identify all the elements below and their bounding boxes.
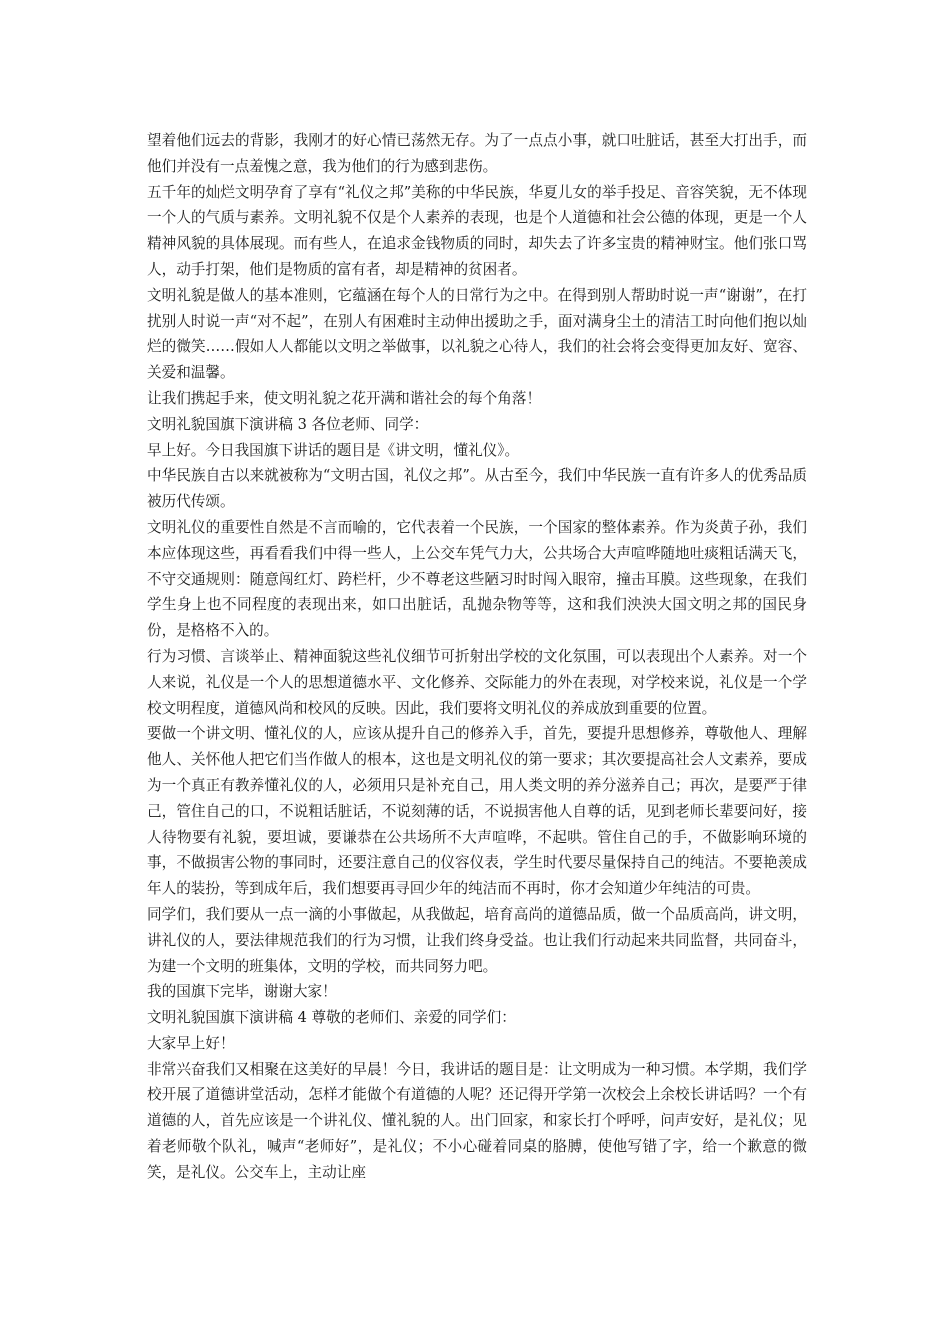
paragraph: 非常兴奋我们又相聚在这美好的早晨！今日，我讲话的题目是：让文明成为一种习惯。本学期，我们学校开展了道德讲堂活动，怎样才能做个有道德的人呢？还记得开学第一次校会上余校长讲话吗？一个有道德的人，首先应该是一个讲礼仪、懂礼貌的人。出门回家，和家长打个呼呼，问声安好，是礼仪；见着老师敬个队礼，喊声“老师好”，是礼仪；不小心碰着同桌的胳膊，使他写错了字，给一个歉意的微笑，是礼仪。公交车上，主动让座 [147, 1060, 807, 1181]
paragraph: 望着他们远去的背影，我刚才的好心情已荡然无存。为了一点点小事，就口吐脏话，甚至大打出手，而他们并没有一点羞愧之意，我为他们的行为感到悲伤。 [147, 132, 807, 175]
paragraph: 早上好。今日我国旗下讲话的题目是《讲文明，懂礼仪》。 [147, 441, 520, 459]
paragraph: 行为习惯、言谈举止、精神面貌这些礼仪细节可折射出学校的文化氛围，可以表现出个人素养。对一个人来说，礼仪是一个人的思想道德水平、文化修养、交际能力的外在表现，对学校来说，礼仪是一个学校文明程度，道德风尚和校风的反映。因此，我们要将文明礼仪的养成放到重要的位置。 [147, 647, 807, 717]
paragraph: 要做一个讲文明、懂礼仪的人，应该从提升自己的修养入手，首先，要提升思想修养，尊敬他人、理解他人、关怀他人把它们当作做人的根本，这也是文明礼仪的第一要求；其次要提高社会人文素养，要成为一个真正有教养懂礼仪的人，必须用只是补充自己，用人类文明的养分滋养自己；再次，是要严于律己，管住自己的口，不说粗话脏话，不说刻薄的话，不说损害他人自尊的话，见到老师长辈要问好，接人待物要有礼貌，要坦诚，要谦恭在公共场所不大声喧哗，不起哄。管住自己的手，不做影响环境的事，不做损害公物的事同时，还要注意自己的仪容仪表，学生时代要尽量保持自己的纯洁。不要艳羡成年人的装扮，等到成年后，我们想要再寻回少年的纯洁而不再时，你才会知道少年纯洁的可贵。 [147, 725, 807, 898]
document-body [147, 128, 807, 1186]
paragraph: 大家早上好！ [147, 1034, 235, 1052]
paragraph: 让我们携起手来，使文明礼貌之花开满和谐社会的每个角落！ [147, 389, 542, 407]
paragraph: 文明礼仪的重要性自然是不言而喻的，它代表着一个民族，一个国家的整体素养。作为炎黄子孙，我们本应体现这些，再看看我们中得一些人，上公交车凭气力大，公共场合大声喧哗随地吐痰粗话满天飞，不守交通规则：随意闯红灯、跨栏杆，少不尊老这些陋习时时闯入眼帘，撞击耳膜。这些现象，在我们学生身上也不同程度的表现出来，如口出脏话，乱抛杂物等等，这和我们泱泱大国文明之邦的国民身份，是格格不入的。 [147, 518, 807, 640]
paragraph: 五千年的灿烂文明孕育了享有“礼仪之邦”美称的中华民族，华夏儿女的举手投足、音容笑貌，无不体现一个人的气质与素养。文明礼貌不仅是个人素养的表现，也是个人道德和社会公德的体现，更是一个人精神风貌的具体展现。而有些人，在追求金钱物质的同时，却失去了许多宝贵的精神财宝。他们张口骂人，动手打架，他们是物质的富有者，却是精神的贫困者。 [147, 183, 807, 278]
paragraph: 同学们，我们要从一点一滴的小事做起，从我做起，培育高尚的道德品质，做一个品质高尚，讲文明，讲礼仪的人，要法律规范我们的行为习惯，让我们终身受益。也让我们行动起来共同监督，共同奋斗，为建一个文明的班集体，文明的学校，而共同努力吧。 [147, 905, 807, 975]
section-heading: 文明礼貌国旗下演讲稿 3 各位老师、同学： [147, 415, 429, 433]
paragraph: 我的国旗下完毕，谢谢大家！ [147, 983, 337, 1001]
section-heading: 文明礼貌国旗下演讲稿 4 尊敬的老师们、亲爱的同学们： [147, 1009, 516, 1027]
paragraph: 中华民族自古以来就被称为“文明古国，礼仪之邦”。从古至今，我们中华民族一直有许多人的优秀品质被历代传颂。 [147, 467, 807, 511]
paragraph: 文明礼貌是做人的基本准则，它蕴涵在每个人的日常行为之中。在得到别人帮助时说一声“谢谢”，在打扰别人时说一声“对不起”，在别人有困难时主动伸出援助之手，面对满身尘土的清洁工时向他们抱以灿烂的微笑……假如人人都能以文明之举做事，以礼貌之心待人，我们的社会将会变得更加友好、宽容、关爱和温馨。 [147, 286, 807, 382]
